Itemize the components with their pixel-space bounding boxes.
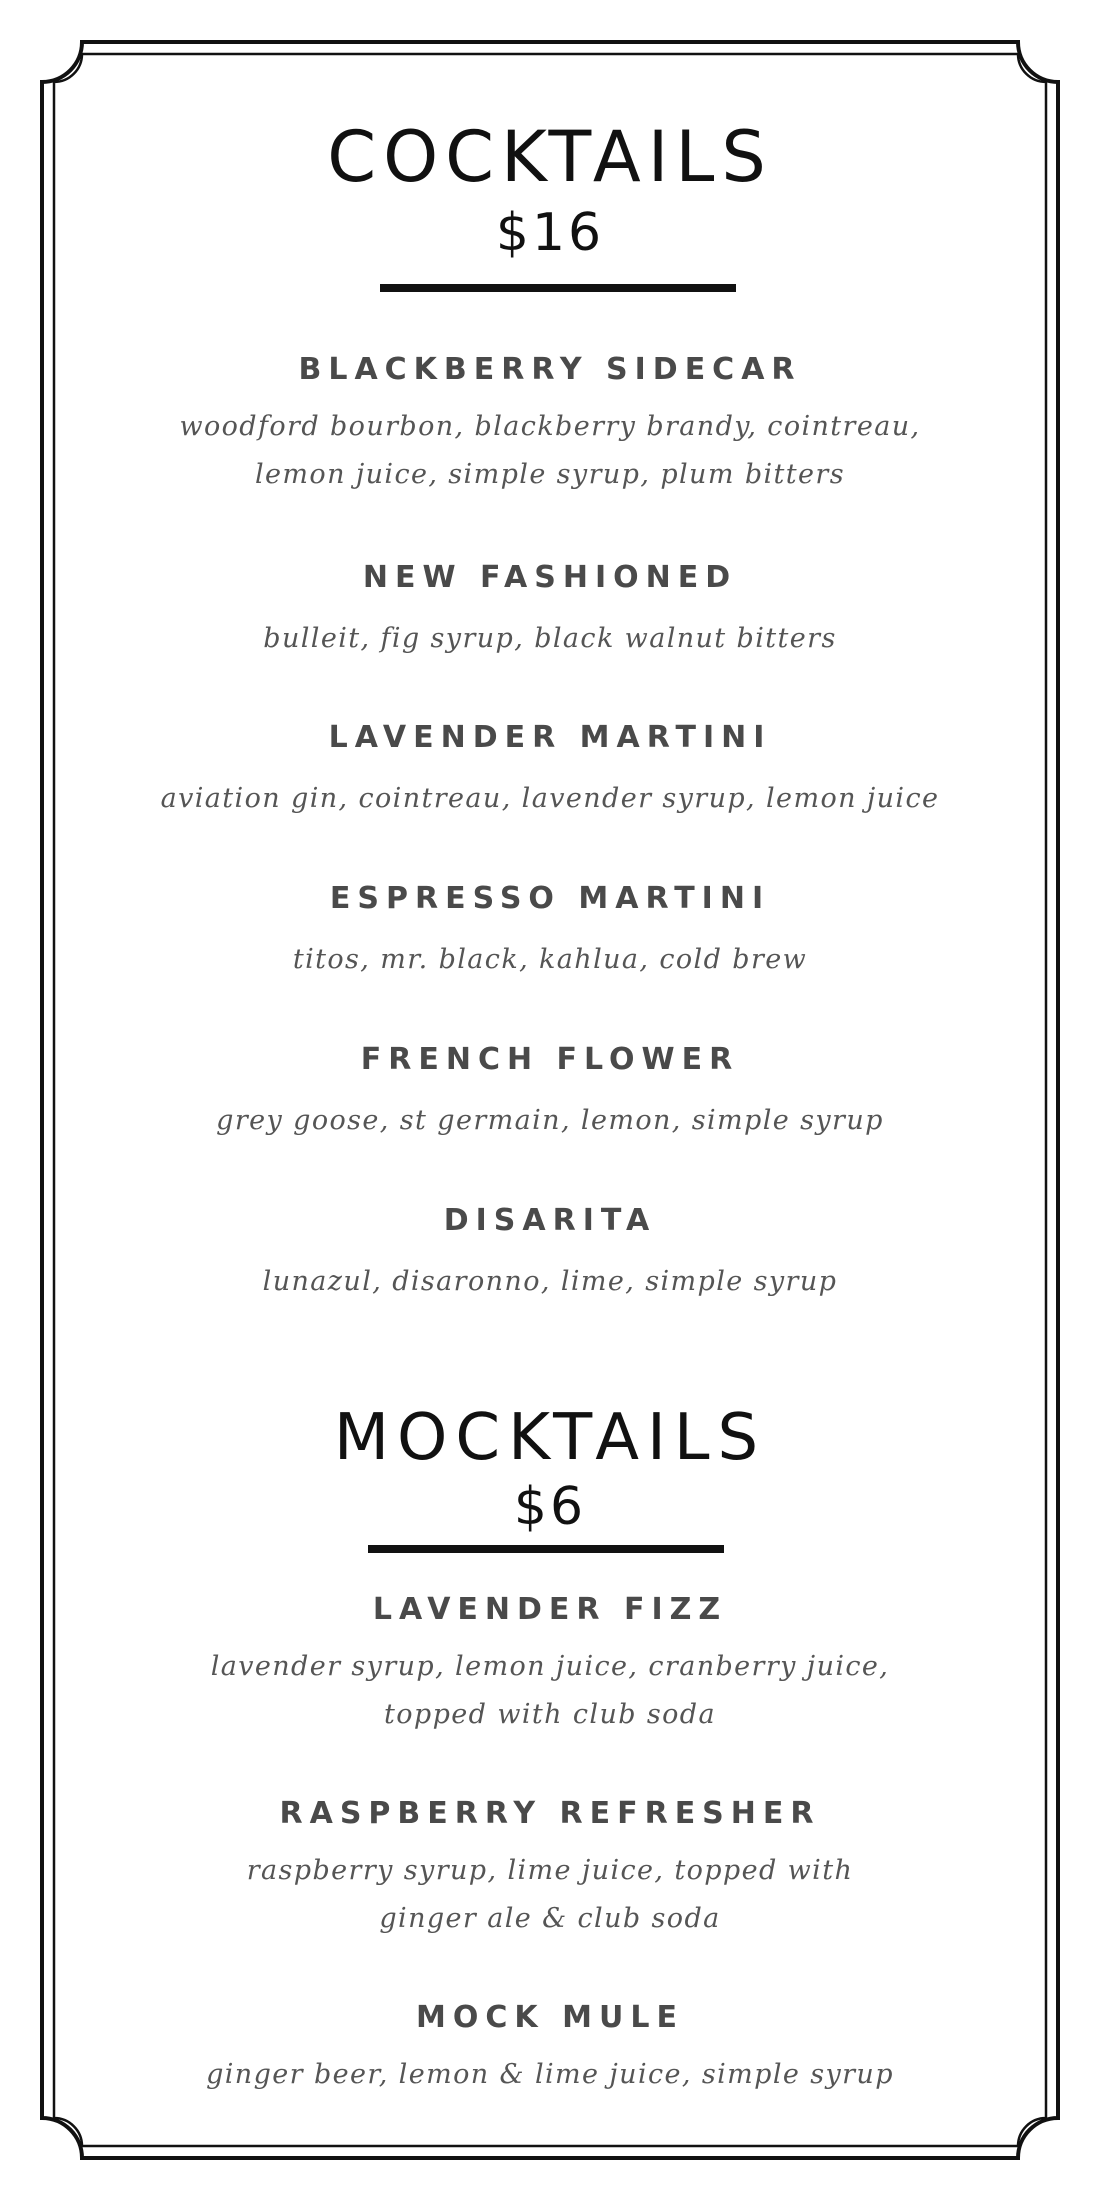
- item-name: NEW FASHIONED: [362, 560, 738, 595]
- item-description: grey goose, st germain, lemon, simple syrup: [216, 1105, 884, 1136]
- menu-item: [60, 1796, 1040, 1943]
- item-name: LAVENDER MARTINI: [328, 720, 772, 755]
- menu-item: [60, 1042, 1040, 1145]
- menu-item: [60, 560, 1040, 663]
- item-description: bulleit, fig syrup, black walnut bitters: [263, 623, 837, 654]
- item-description: lemon juice, simple syrup, plum bitters: [255, 459, 845, 490]
- item-name: LAVENDER FIZZ: [372, 1592, 728, 1627]
- item-name: ESPRESSO MARTINI: [329, 881, 771, 916]
- menu-item: [60, 720, 1040, 823]
- mocktails-divider: [368, 1545, 724, 1553]
- mocktails-title: MOCKTAILS: [333, 1401, 767, 1475]
- cocktails-divider: [380, 284, 736, 292]
- item-description: aviation gin, cointreau, lavender syrup, lemon juice: [160, 783, 940, 814]
- item-name: RASPBERRY REFRESHER: [279, 1796, 821, 1831]
- menu-item: [60, 352, 1040, 499]
- item-description: topped with club soda: [384, 1699, 716, 1730]
- item-name: BLACKBERRY SIDECAR: [298, 352, 802, 387]
- item-description: ginger ale & club soda: [379, 1903, 721, 1934]
- menu-item: [60, 2000, 1040, 2099]
- menu-item: [60, 881, 1040, 984]
- item-description: raspberry syrup, lime juice, topped with: [246, 1855, 854, 1886]
- item-description: ginger beer, lemon & lime juice, simple syrup: [206, 2059, 894, 2090]
- item-description: woodford bourbon, blackberry brandy, cointreau,: [179, 411, 921, 442]
- item-name: FRENCH FLOWER: [360, 1042, 740, 1077]
- cocktails-title: COCKTAILS: [327, 116, 773, 198]
- item-name: MOCK MULE: [416, 2000, 684, 2035]
- mocktails-price: $6: [513, 1477, 587, 1537]
- item-description: titos, mr. black, kahlua, cold brew: [292, 944, 808, 975]
- item-description: lavender syrup, lemon juice, cranberry juice,: [210, 1651, 890, 1682]
- menu-item: [60, 1203, 1040, 1306]
- item-name: DISARITA: [443, 1203, 657, 1238]
- cocktails-price: $16: [495, 203, 605, 263]
- menu-item: [60, 1592, 1040, 1739]
- item-description: lunazul, disaronno, lime, simple syrup: [262, 1266, 838, 1297]
